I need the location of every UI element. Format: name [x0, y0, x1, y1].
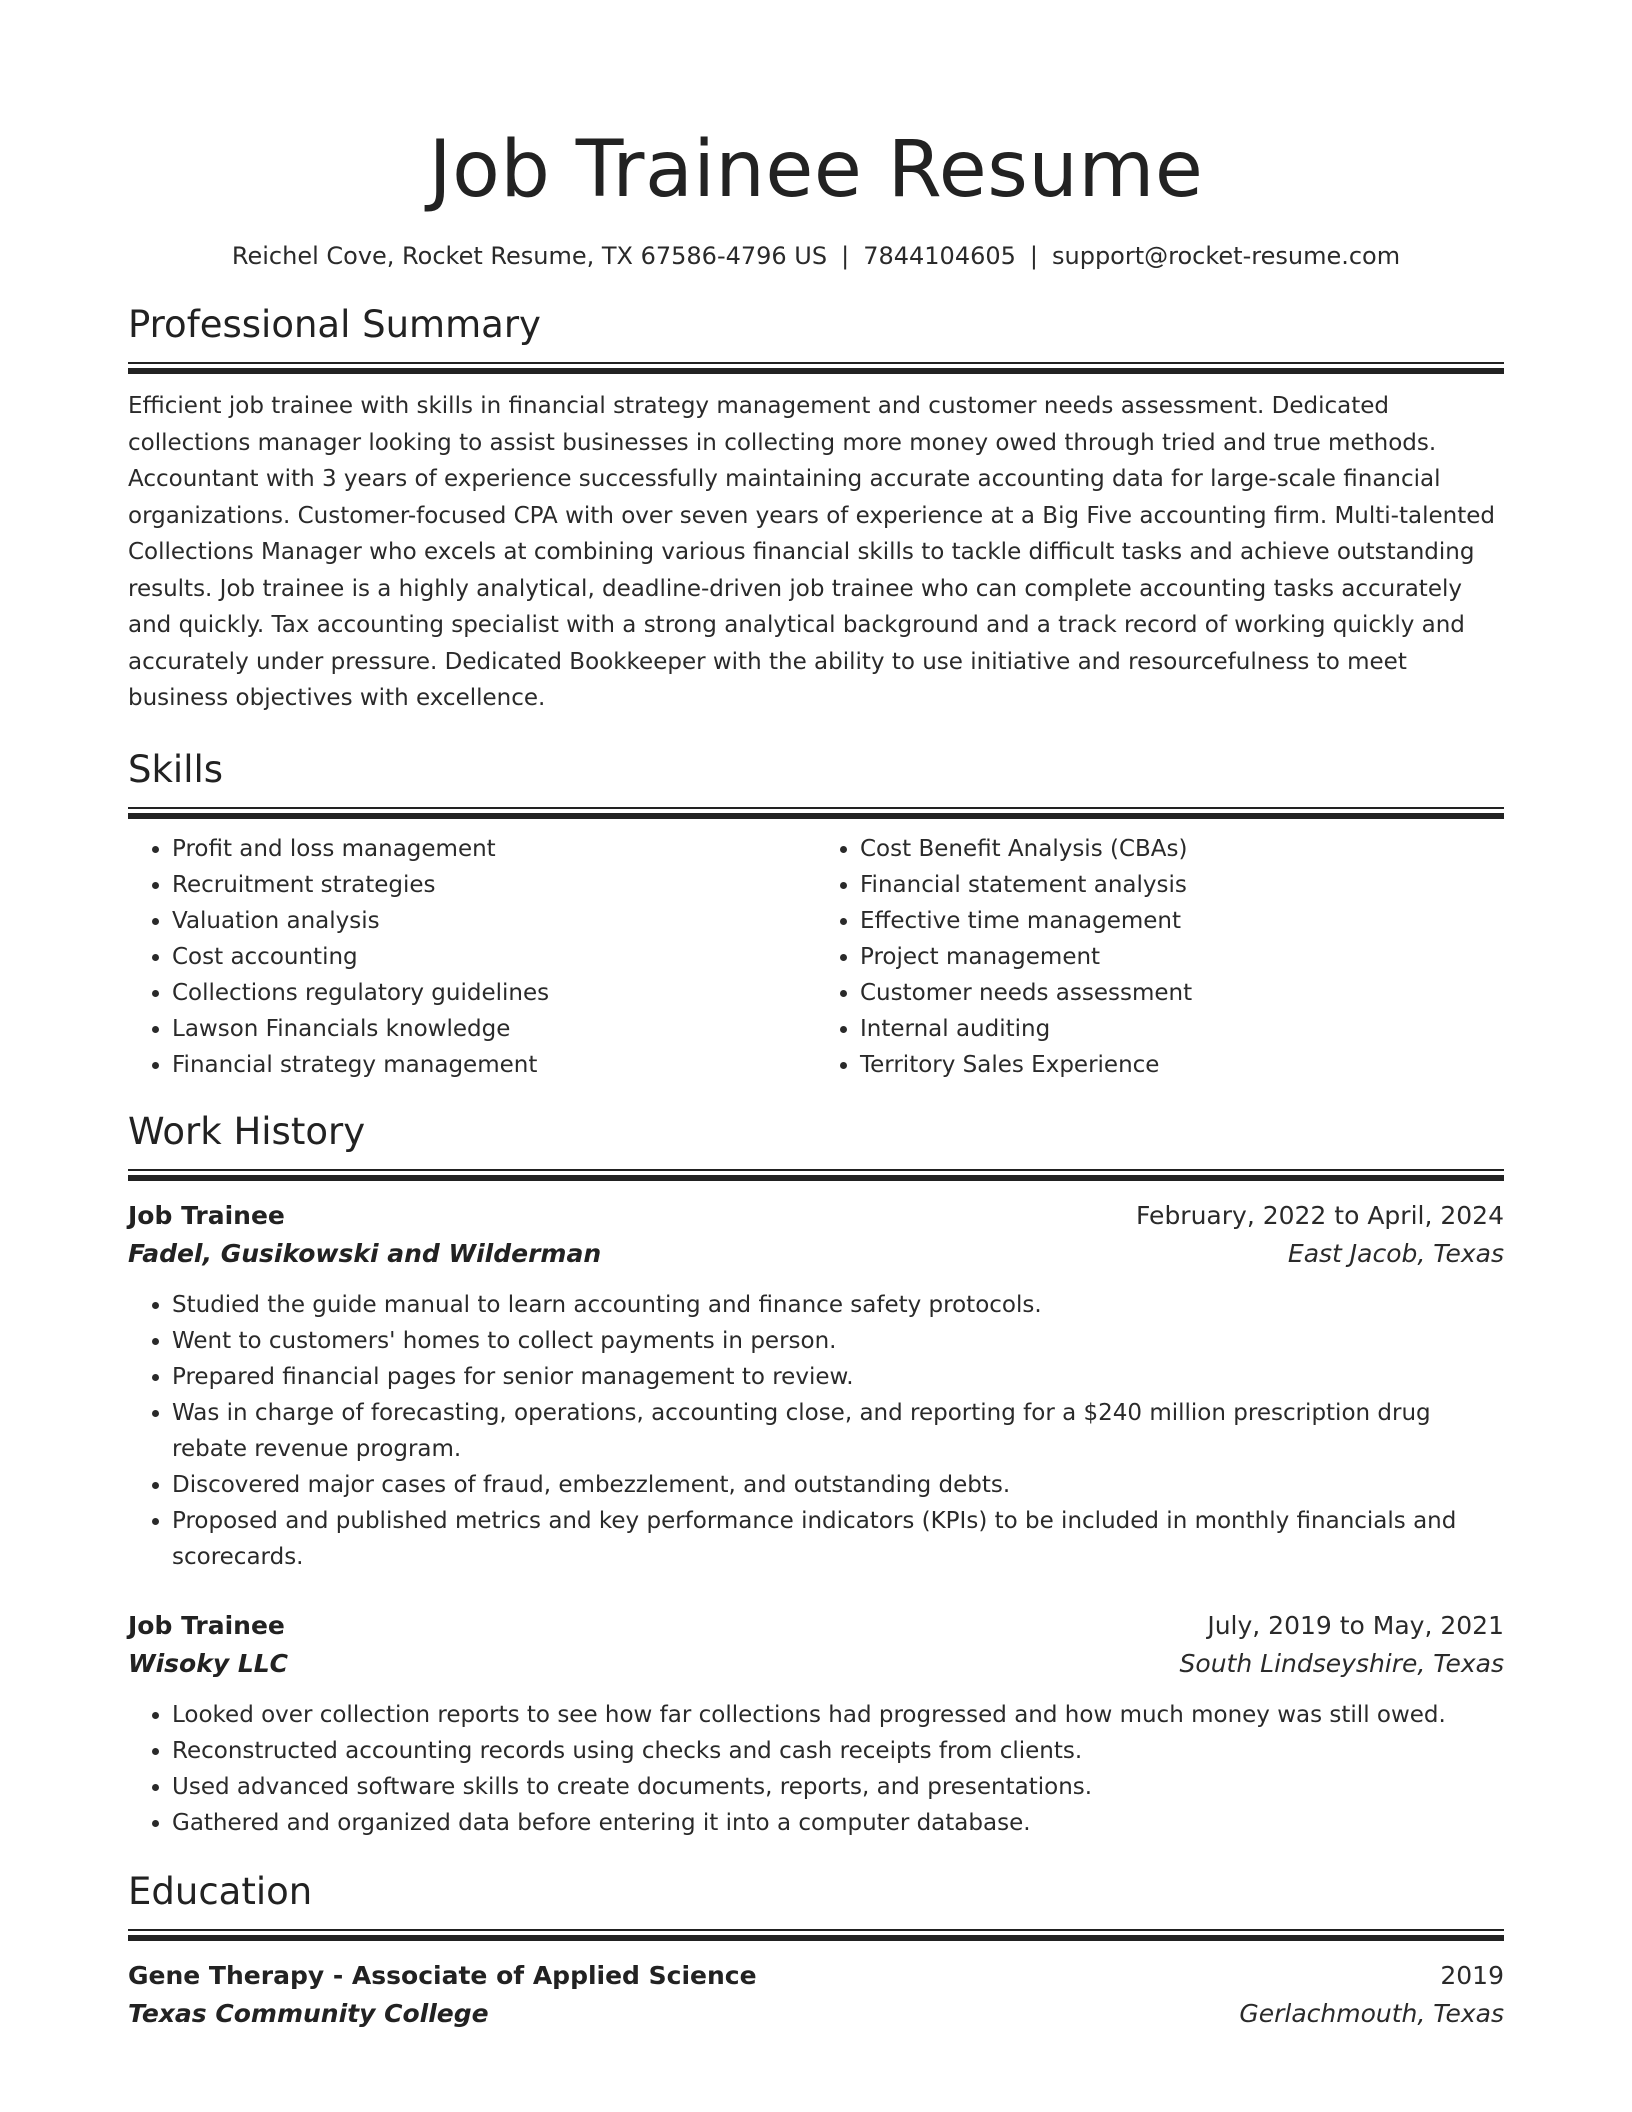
job-bullet: • Prepared financial pages for senior management to review.: [172, 1359, 1504, 1395]
resume-page: [128, 0, 1504, 2033]
contact-email: support@rocket-resume.com: [1052, 242, 1401, 270]
skill-item: • Effective time management: [860, 903, 1504, 939]
job-company-row: [128, 1645, 1504, 1683]
section-title-skills: Skills: [128, 747, 224, 791]
job-bullet: • Discovered major cases of fraud, embezzlement, and outstanding debts.: [172, 1467, 1504, 1503]
section-divider: [128, 362, 1504, 374]
job-bullet: • Went to customers' homes to collect payments in person.: [172, 1323, 1504, 1359]
work-section: [128, 1109, 1504, 1841]
education-school-row: [128, 1995, 1504, 2033]
contact-line: [128, 240, 1504, 272]
education-header: [128, 1957, 1504, 1995]
job-title: Job Trainee: [128, 1610, 285, 1640]
job-location: South Lindseyshire, Texas: [1179, 1648, 1504, 1678]
job-header: [128, 1197, 1504, 1235]
education-degree: Gene Therapy - Associate of Applied Science: [128, 1960, 757, 1990]
education-section: [128, 1869, 1504, 2033]
skill-item: • Cost accounting: [172, 939, 816, 975]
job-title: Job Trainee: [128, 1200, 285, 1230]
job-dates: July, 2019 to May, 2021: [1207, 1610, 1504, 1640]
education-entry: [128, 1957, 1504, 2033]
skill-item: • Customer needs assessment: [860, 975, 1504, 1011]
skill-item: • Collections regulatory guidelines: [172, 975, 816, 1011]
job-bullet: • Used advanced software skills to create documents, reports, and presentations.: [172, 1769, 1504, 1805]
contact-separator: |: [1029, 242, 1038, 270]
skill-item: • Project management: [860, 939, 1504, 975]
skill-item: • Financial statement analysis: [860, 867, 1504, 903]
summary-section: [128, 302, 1504, 717]
skills-left-column: [128, 831, 816, 1083]
skill-item: • Valuation analysis: [172, 903, 816, 939]
summary-text: Efficient job trainee with skills in financial strategy management and customer needs assessment. Dedicated collections manager looking to assist businesses in collecting more money owed through tried and true methods. Accountant with 3 years of experience successfully maintaining accurate accounting data for large-scale financial organizations. Customer-focused CPA with over seven years of experience at a Big Five accounting firm. Multi-talented Collections Manager who excels at combining various financial skills to tackle difficult tasks and achieve outstanding results. Job trainee is a highly analytical, deadline-driven job trainee who can complete accounting tasks accurately and quickly. Tax accounting specialist with a strong analytical background and a track record of working quickly and accurately under pressure. Dedicated Bookkeeper with the ability to use initiative and resourcefulness to meet business objectives with excellence.: [128, 393, 1495, 711]
skill-item: • Financial strategy management: [172, 1047, 816, 1083]
education-location: Gerlachmouth, Texas: [1239, 1998, 1504, 2028]
section-title-summary: Professional Summary: [128, 303, 541, 346]
job-company: Fadel, Gusikowski and Wilderman: [128, 1238, 602, 1268]
skill-item: • Recruitment strategies: [172, 867, 816, 903]
job-header: [128, 1607, 1504, 1645]
job-bullets: [128, 1287, 1504, 1575]
job-company-row: [128, 1235, 1504, 1273]
skill-item: • Profit and loss management: [172, 831, 816, 867]
contact-phone: 7844104605: [863, 242, 1016, 270]
job-dates: February, 2022 to April, 2024: [1136, 1200, 1504, 1230]
section-divider: [128, 1929, 1504, 1941]
job-bullet: • Was in charge of forecasting, operations, accounting close, and reporting for a $240 million prescription drug rebate revenue program.: [172, 1395, 1504, 1467]
job-bullets: [128, 1697, 1504, 1841]
job-bullet: • Studied the guide manual to learn accounting and finance safety protocols.: [172, 1287, 1504, 1323]
resume-title: Job Trainee Resume: [428, 125, 1204, 215]
skills-section: [128, 747, 1504, 1083]
job-entry: [128, 1607, 1504, 1841]
education-school: Texas Community College: [128, 1998, 489, 2028]
skill-item: • Internal auditing: [860, 1011, 1504, 1047]
skill-item: • Cost Benefit Analysis (CBAs): [860, 831, 1504, 867]
job-entry: [128, 1197, 1504, 1575]
section-divider: [128, 1169, 1504, 1181]
skills-columns: [128, 831, 1504, 1083]
contact-address: Reichel Cove, Rocket Resume, TX 67586-4796 US: [231, 242, 828, 270]
education-year: 2019: [1440, 1960, 1504, 1990]
section-title-education: Education: [128, 1869, 313, 1913]
job-bullet: • Reconstructed accounting records using checks and cash receipts from clients.: [172, 1733, 1504, 1769]
job-bullet: • Gathered and organized data before entering it into a computer database.: [172, 1805, 1504, 1841]
skill-item: • Lawson Financials knowledge: [172, 1011, 816, 1047]
job-bullet: • Proposed and published metrics and key performance indicators (KPIs) to be included in monthly financials and scorecards.: [172, 1503, 1504, 1575]
contact-separator: |: [841, 242, 850, 270]
job-location: East Jacob, Texas: [1287, 1238, 1504, 1268]
skills-right-column: [816, 831, 1504, 1083]
job-bullet: • Looked over collection reports to see how far collections had progressed and how much money was still owed.: [172, 1697, 1504, 1733]
section-title-work: Work History: [128, 1109, 366, 1153]
job-company: Wisoky LLC: [128, 1648, 289, 1678]
section-divider: [128, 807, 1504, 819]
skill-item: • Territory Sales Experience: [860, 1047, 1504, 1083]
